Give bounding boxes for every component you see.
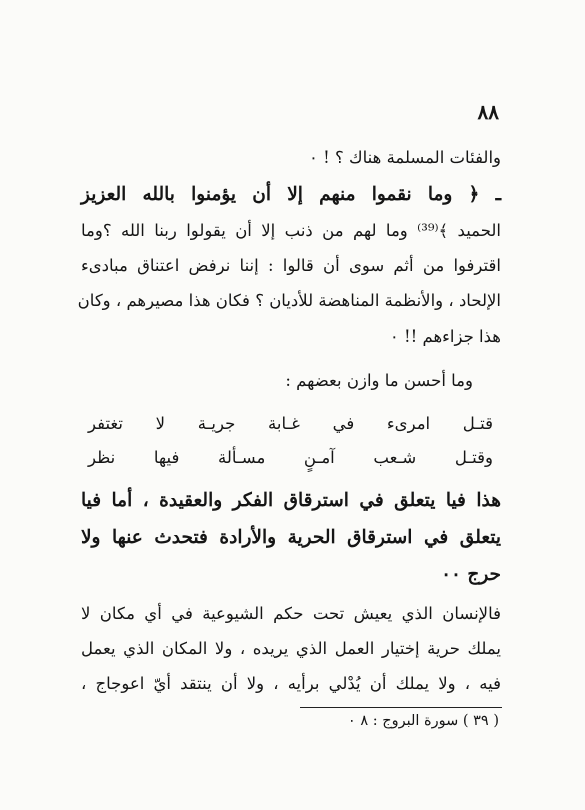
paragraph-line: فالإنسان الذي يعيش تحت حكم الشيوعية في أي مكان لا (81, 604, 501, 623)
paragraph-line: الحميد ﴾⁽³⁹⁾ وما لهم من ذنب إلا أن يقولوا ربنا الله ؟وما (81, 221, 501, 240)
paragraph-line: فيه ، ولا يملك أن يُدْلي برأيه ، ولا أن ينتقد أيّ اعوجاج ، (81, 674, 501, 693)
verse-word: مسـألة (218, 448, 266, 467)
paragraph-line: يملك حرية إختيار العمل الذي يريده ، ولا المكان الذي يعمل (81, 639, 501, 658)
paragraph-line: وما أحسن ما وازن بعضهم : (285, 371, 473, 390)
bold-paragraph-line: يتعلق في استرقاق الحرية والأرادة فتحدث عنها ولا (81, 527, 501, 548)
verse-word: شـعب (373, 448, 417, 467)
verse-word: آمـنٍ (303, 448, 335, 467)
paragraph-line: هذا جزاءهم !! ٠ (389, 327, 501, 346)
bold-paragraph-line: حرج ٠٠ (441, 564, 501, 585)
page-number: ٨٨ (477, 100, 499, 124)
verse-word: لا (155, 414, 166, 433)
verse-word: جريـة (197, 414, 236, 433)
verse-word: تغتفر (88, 414, 123, 433)
verse-word: فيها (153, 448, 180, 467)
poem-verse-row-1 (88, 414, 493, 433)
verse-word: في (332, 414, 355, 433)
paragraph-line: الإلحاد ، والأنظمة المناهضة للأديان ؟ فكان هذا مصيرهم ، وكان (77, 291, 501, 310)
paragraph-line: والفئات المسلمة هناك ؟ ! ٠ (309, 148, 501, 167)
verse-word: وقتـل (454, 448, 493, 467)
paragraph-line: اقترفوا من أثم سوى أن قالوا : إننا نرفض اعتناق مبادىء (81, 256, 501, 275)
verse-word: قتـل (462, 414, 493, 433)
verse-word: غـابة (268, 414, 300, 433)
bold-paragraph-line: هذا فيا يتعلق في استرقاق الفكر والعقيدة ، أما فيا (81, 490, 501, 511)
poem-verse-row-2 (88, 448, 493, 467)
verse-word: امرىء (386, 414, 431, 433)
quran-verse-line: ـ ﴿ وما نقموا منهم إلا أن يؤمنوا بالله العزيز (81, 184, 501, 205)
footnote: ( ٣٩ ) سورة البروج : ٨ ٠ (347, 713, 499, 729)
footnote-divider (300, 707, 502, 708)
verse-word: نظر (88, 448, 116, 467)
